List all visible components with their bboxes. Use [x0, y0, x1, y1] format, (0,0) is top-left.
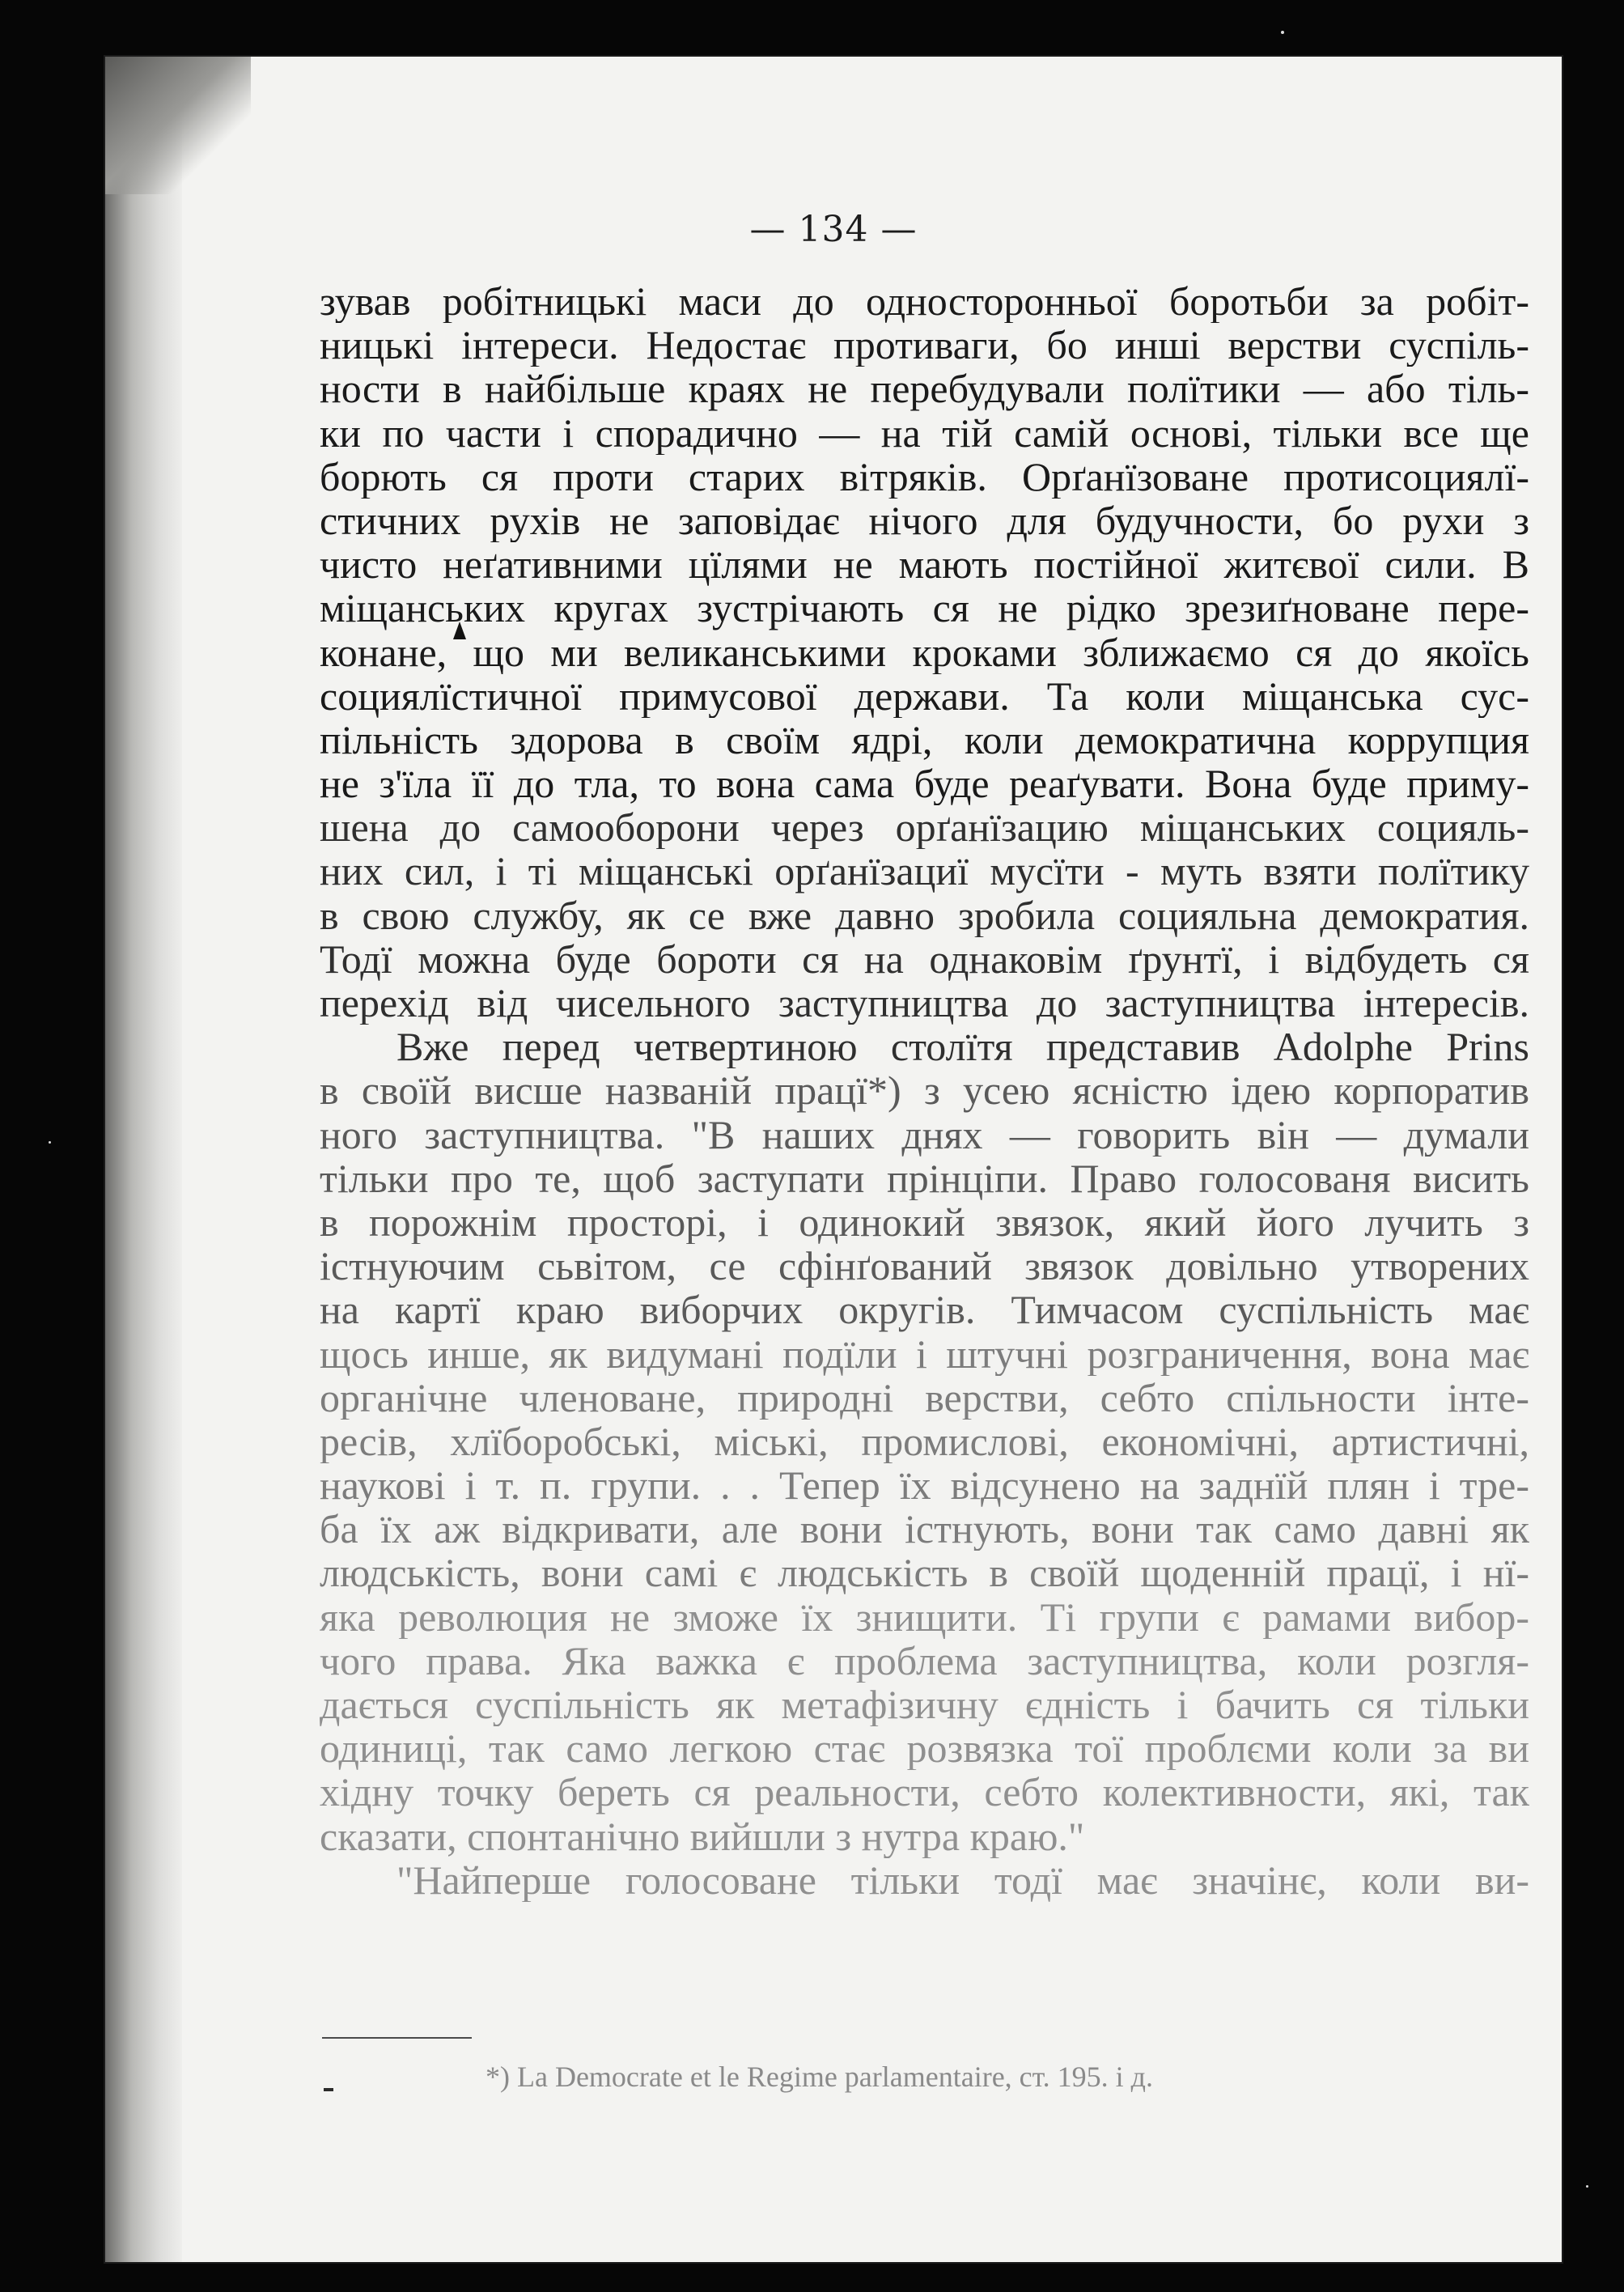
scan-speck: [49, 1141, 51, 1144]
text-line: перехід від чисельного заступництва до заступництва інтересів.: [320, 981, 1529, 1025]
text-line: ницькі інтереси. Недостає противаги, бо инші верстви суспіль-: [320, 323, 1529, 367]
scan-speck: [1586, 2185, 1588, 2188]
text-line: пільність здорова в своїм ядрі, коли демократична коррупция: [320, 717, 1529, 762]
text-line: щось инше, як видумані подїли і штучні розграничення, вона має: [320, 1331, 1529, 1376]
text-line: міщанських кругах зустрічають ся не рідко зрезиґноване пере-: [320, 586, 1529, 630]
text-line: наукові і т. п. групи. . . Тепер їх відсунено на заднїй плян і тре-: [320, 1463, 1529, 1508]
text-line: чого права. Яка важка є проблема заступництва, коли розгля-: [320, 1638, 1529, 1683]
page-number: — 134 —: [749, 209, 918, 250]
text-line: шена до самооборони через орґанїзацию міщанських социяль-: [320, 805, 1529, 850]
text-line: яка революция не зможе їх знищити. Ті групи є рамами вибор-: [320, 1594, 1529, 1639]
text-line: органічне членоване, природні верстви, себто спільности інте-: [320, 1375, 1529, 1420]
text-line: сказати, спонтанічно вийшли з нутра краю.": [320, 1814, 1085, 1858]
text-line: дається суспільність як метафізичну єдність і бачить ся тільки: [320, 1683, 1529, 1727]
scan-speck: [1281, 31, 1284, 34]
text-line: Вже перед четвертиною столїтя представив Adolphe Prins: [396, 1025, 1529, 1069]
text-line: конане, що ми великанськими кроками зближаємо ся до якоїсь: [320, 630, 1529, 674]
text-line: в свою службу, як се вже давно зробила социяльна демократия.: [320, 893, 1529, 937]
text-line: ного заступництва. "В наших днях — говорить він — думали: [320, 1112, 1529, 1157]
text-line: на картї краю виборчих округів. Тимчасом суспільність має: [320, 1288, 1529, 1332]
text-line: Тодї можна буде бороти ся на однаковім ґрунтї, і відбудеть ся: [320, 936, 1529, 981]
text-line: ба їх аж відкривати, але вони істнують, вони так само давні як: [320, 1507, 1529, 1551]
footnote: *) La Democrate et le Regime parlamentaire, ст. 195. і д.: [486, 2061, 1153, 2093]
text-line: чисто неґативними цїлями не мають постійної житєвої сили. В: [320, 542, 1529, 587]
page-binding-edge: [105, 57, 182, 2262]
text-line: зував робітницькі маси до односторонньої боротьби за робіт-: [320, 279, 1529, 324]
text-line: одиниці, так само легкою стає розвязка тої проблєми коли за ви: [320, 1726, 1529, 1771]
text-line: социялїстичної примусової держави. Та коли міщанська сус-: [320, 673, 1529, 718]
text-line: ресів, хлїборобські, міські, промислові, економічні, артистичні,: [320, 1419, 1529, 1464]
text-line: "Найперше голосоване тільки тодї має значінє, коли ви-: [396, 1857, 1529, 1902]
page-corner-fold: [105, 57, 251, 194]
body-text: [320, 279, 1529, 1902]
text-line: ности в найбільше краях не перебудували полїтики — або тіль-: [320, 367, 1529, 411]
text-line: істнуючим сьвітом, се сфінґований звязок довільно утворених: [320, 1244, 1529, 1288]
text-line: борють ся проти старих вітряків. Орґанїзоване протисоциялї-: [320, 454, 1529, 499]
text-line: не з'їла її до тла, то вона сама буде реаґувати. Вона буде приму-: [320, 762, 1529, 806]
text-line: ки по части і спорадично — на тій самій основі, тільки все ще: [320, 410, 1529, 455]
text-line: в порожнім просторі, і одинокий звязок, який його лучить з: [320, 1199, 1529, 1245]
margin-mark: [324, 2088, 333, 2091]
text-line: в своїй висше названій працї*) з усею ясністю ідею корпоратив: [320, 1068, 1529, 1113]
text-line: хідну точку береть ся реальности, себто колективности, які, так: [320, 1770, 1529, 1814]
text-line: стичних рухів не заповідає нічого для будучности, бо рухи з: [320, 498, 1529, 543]
text-line: людськість, вони самі є людськість в своїй щоденній працї, і нї-: [320, 1551, 1529, 1595]
text-line: тільки про те, щоб заступати прінціпи. Право голосованя висить: [320, 1156, 1529, 1200]
text-line: них сил, і ті міщанські орґанїзациї мусїти - муть взяти полїтику: [320, 849, 1529, 893]
footnote-rule: [322, 2037, 472, 2039]
